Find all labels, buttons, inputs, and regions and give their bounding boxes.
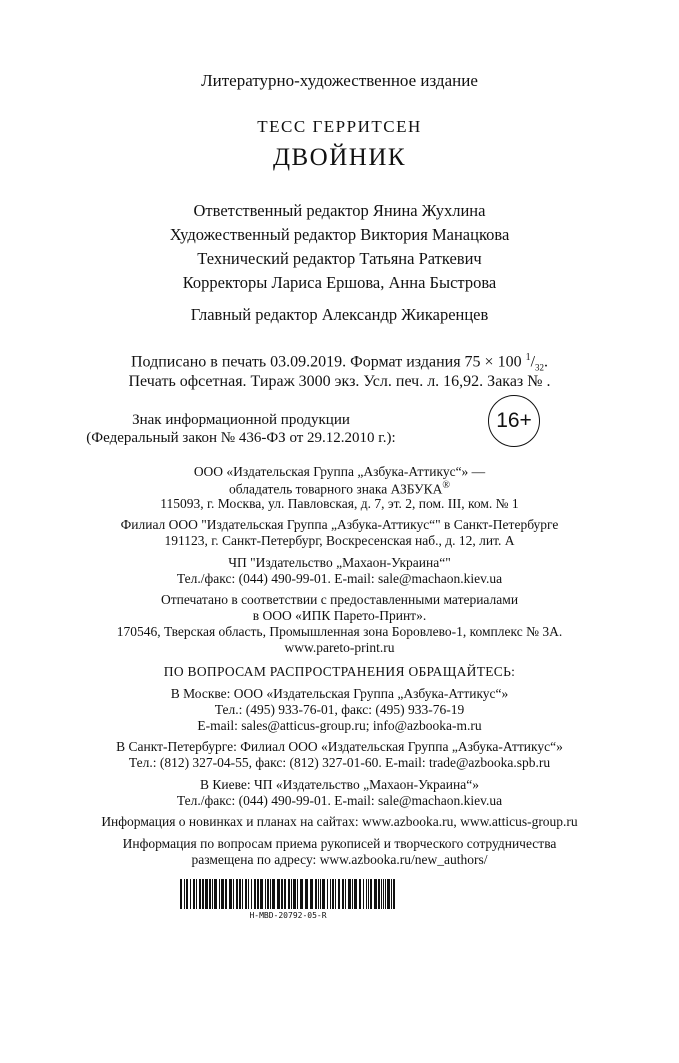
info-sites: Информация о новинках и планах на сайтах: www.azbooka.ru, www.atticus-group.ru	[101, 814, 578, 829]
barcode-bar	[378, 879, 380, 909]
barcode-bar	[199, 879, 201, 909]
barcode-bar	[335, 879, 336, 909]
barcode-bar	[270, 879, 271, 909]
art-editor: Художественный редактор Виктория Манацкова	[169, 225, 510, 244]
barcode-bar	[219, 879, 220, 909]
barcode-bar	[327, 879, 328, 909]
barcode-bar	[385, 879, 386, 909]
barcode-bar	[196, 879, 197, 909]
authors-info-2: размещена по адресу: www.azbooka.ru/new_authors/	[191, 852, 488, 867]
format-numerator: 1	[525, 352, 531, 363]
barcode-bar	[212, 879, 213, 909]
barcode-bar	[239, 879, 241, 909]
distribution-moscow-2: Тел.: (495) 933-76-01, факс: (495) 933-76-19	[214, 702, 465, 717]
barcode-bar	[305, 879, 308, 909]
branch-spb-line-1: Филиал ООО "Издательская Группа „Азбука-Аттикус“" в Санкт-Петербурге	[120, 517, 559, 532]
barcode-bar	[180, 879, 182, 909]
publisher-line-2	[0, 481, 679, 496]
distribution-moscow-1: В Москве: ООО «Издательская Группа „Азбука-Аттикус“»	[170, 686, 509, 701]
barcode-bar	[190, 879, 191, 909]
barcode-bar	[291, 879, 292, 909]
age-label-line-1: Знак информационной продукции	[132, 412, 350, 428]
distribution-spb-2: Тел.: (812) 327-04-55, факс: (812) 327-01-60. E-mail: trade@azbooka.spb.ru	[128, 755, 551, 770]
barcode-bar	[254, 879, 256, 909]
barcode-bar	[345, 879, 346, 909]
branch-ua-line-1: ЧП "Издательство „Махаон-Украина“"	[228, 555, 451, 570]
barcode-bar	[229, 879, 232, 909]
barcode-bar	[387, 879, 390, 909]
barcode-bar	[332, 879, 334, 909]
barcode-bar	[366, 879, 367, 909]
print-info-line-2: Печать офсетная. Тираж 3000 экз. Усл. печ. л. 16,92. Заказ № .	[128, 373, 551, 390]
barcode-bar	[363, 879, 364, 909]
technical-editor: Технический редактор Татьяна Раткевич	[197, 249, 482, 268]
barcode-bar	[293, 879, 296, 909]
distribution-moscow-3: E-mail: sales@atticus-group.ru; info@azbooka-m.ru	[197, 718, 482, 733]
print-info-line-1: Подписано в печать 03.09.2019. Формат издания 75 × 100 $^1/_{32}$.	[130, 352, 549, 373]
barcode-bar	[233, 879, 234, 909]
barcode-bar	[391, 879, 392, 909]
barcode-bar	[342, 879, 344, 909]
trademark-text: обладатель товарного знака АЗБУКА	[228, 481, 443, 497]
barcode-bar	[318, 879, 319, 909]
distribution-spb-1: В Санкт-Петербурге: Филиал ООО «Издательская Группа „Азбука-Аттикус“»	[116, 739, 563, 754]
barcode-bar	[225, 879, 227, 909]
printer-line-1: Отпечатано в соответствии с предоставленными материалами	[160, 592, 519, 607]
branch-ua-line-2: Тел./факс: (044) 490-99-01. E-mail: sale@machaon.kiev.ua	[176, 571, 503, 586]
barcode-bar	[272, 879, 275, 909]
printer-website: www.pareto-print.ru	[284, 640, 395, 655]
barcode-bar	[354, 879, 357, 909]
age-rating-badge: 16+	[488, 395, 540, 447]
chief-editor: Главный редактор Александр Жикаренцев	[190, 305, 489, 324]
barcode-bar	[248, 879, 249, 909]
barcode-bar	[297, 879, 298, 909]
barcode-bar	[322, 879, 325, 909]
distribution-kiev-2: Тел./факс: (044) 490-99-01. E-mail: sale@machaon.kiev.ua	[176, 793, 503, 808]
barcode-bar	[338, 879, 340, 909]
barcode-bar	[214, 879, 217, 909]
barcode-bar	[202, 879, 204, 909]
barcode-bar	[393, 879, 395, 909]
executive-editor: Ответственный редактор Янина Жухлина	[193, 201, 486, 220]
authors-info-1: Информация по вопросам приема рукописей и творческого сотрудничества	[122, 836, 557, 851]
barcode-bar	[320, 879, 321, 909]
barcode-bar	[381, 879, 382, 909]
distribution-heading: ПО ВОПРОСАМ РАСПРОСТРАНЕНИЯ ОБРАЩАЙТЕСЬ:	[163, 664, 516, 679]
barcode-bar	[370, 879, 372, 909]
barcode-bar	[352, 879, 353, 909]
format-denominator: 32	[535, 362, 545, 373]
barcode-bar	[374, 879, 377, 909]
barcode-bar	[260, 879, 263, 909]
barcode-bar	[281, 879, 283, 909]
barcode-bar	[205, 879, 208, 909]
barcode	[180, 879, 396, 909]
printer-address: 170546, Тверская область, Промышленная зона Боровлево-1, комплекс № 3А.	[116, 624, 563, 639]
barcode-bar	[310, 879, 313, 909]
barcode-bar	[209, 879, 211, 909]
proofreaders: Корректоры Лариса Ершова, Анна Быстрова	[182, 273, 497, 292]
barcode-bar	[330, 879, 331, 909]
distribution-kiev-1: В Киеве: ЧП «Издательство „Махаон-Украина“»	[200, 777, 479, 792]
barcode-bar	[359, 879, 361, 909]
barcode-bar	[265, 879, 266, 909]
publisher-address: 115093, г. Москва, ул. Павловская, д. 7, эт. 2, пом. III, ком. № 1	[160, 496, 519, 511]
print-info-text: Подписано в печать 03.09.2019. Формат издания 75 × 100	[130, 353, 522, 371]
barcode-bar	[300, 879, 303, 909]
barcode-bar	[348, 879, 351, 909]
barcode-bar	[368, 879, 369, 909]
barcode-bar	[251, 879, 252, 909]
barcode-bar	[383, 879, 384, 909]
registered-mark: ®	[442, 480, 451, 491]
book-title: ДВОЙНИК	[272, 144, 407, 171]
barcode-bar	[242, 879, 243, 909]
barcode-bar	[193, 879, 195, 909]
barcode-bar	[245, 879, 247, 909]
barcode-bar	[184, 879, 185, 909]
book-author: ТЕСС ГЕРРИТСЕН	[257, 117, 422, 136]
barcode-bar	[236, 879, 238, 909]
edition-type: Литературно-художественное издание	[201, 71, 478, 90]
barcode-code: H-MBD-20792-05-R	[249, 911, 327, 920]
publisher-line-1: ООО «Издательская Группа „Азбука-Аттикус“» —	[193, 464, 486, 479]
barcode-bar	[267, 879, 269, 909]
barcode-bar	[288, 879, 290, 909]
barcode-bar	[315, 879, 317, 909]
barcode-bar	[284, 879, 286, 909]
barcode-bar	[221, 879, 224, 909]
barcode-bar	[277, 879, 280, 909]
printer-line-2: в ООО «ИПК Парето-Принт».	[252, 608, 427, 623]
branch-spb-line-2: 191123, г. Санкт-Петербург, Воскресенская наб., д. 12, лит. А	[164, 533, 515, 548]
barcode-bar	[186, 879, 188, 909]
age-label-line-2: (Федеральный закон № 436-ФЗ от 29.12.2010 г.):	[86, 430, 396, 446]
barcode-bar	[257, 879, 259, 909]
